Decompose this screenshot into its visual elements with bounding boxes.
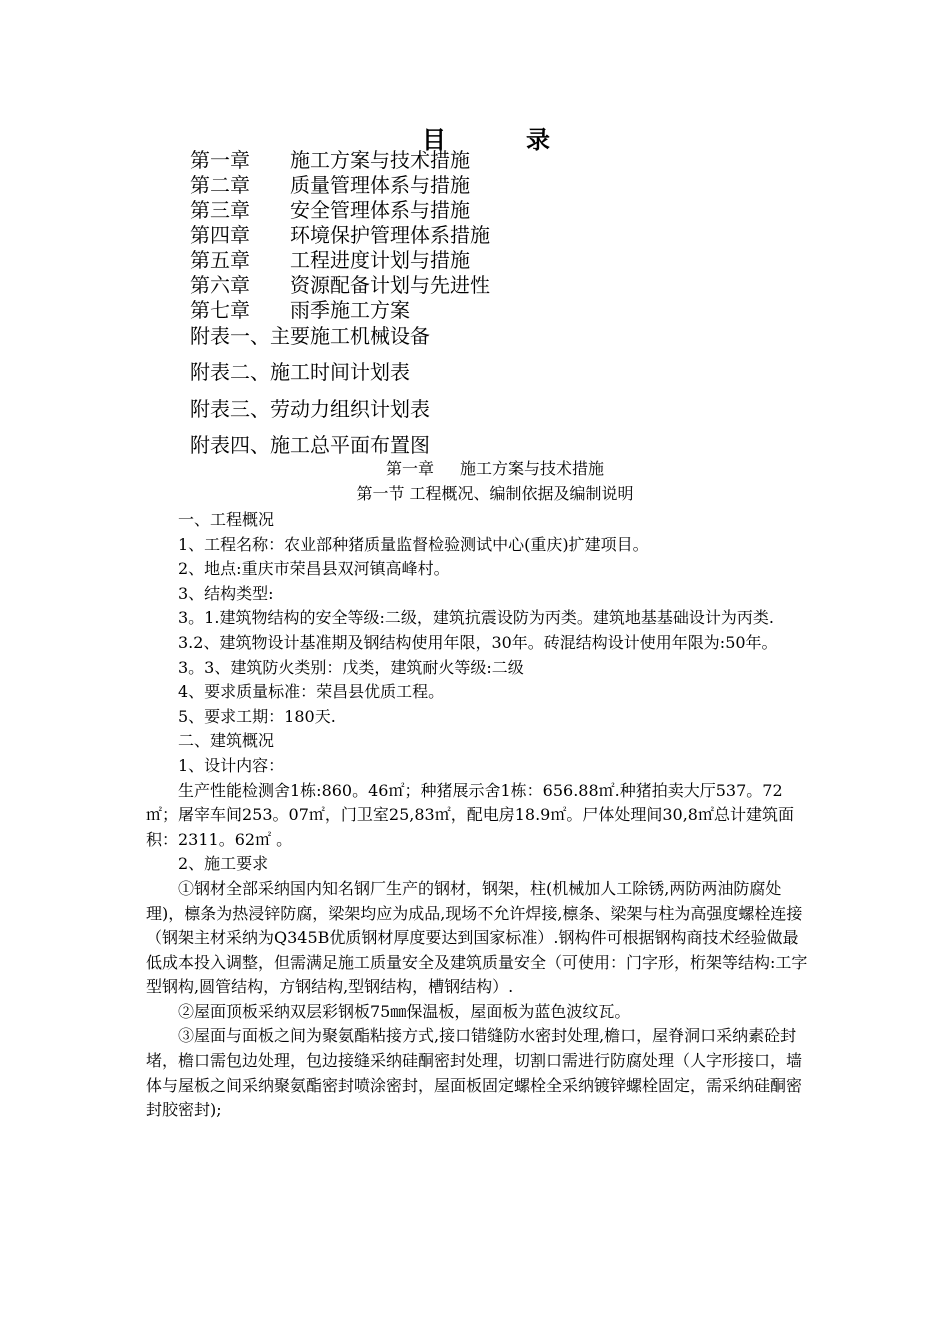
chapter-heading-number: 第一章 (385, 459, 434, 478)
toc-chapter-number: 第七章 (190, 298, 250, 322)
body-paragraph: ①钢材全部采纳国内知名钢厂生产的钢材，钢架，柱(机械加人工除锈,两防两油防腐处理)，檩条为热浸锌防腐，梁架均应为成品,现场不允许焊接,檩条、梁架与柱为高强度螺栓连接（钢架主材采纳为Q345B优质钢材厚度要达到国家标准）.钢构件可根据钢构商技术经验做最低成本投入调整，但需满足施工质量安全及建筑质量安全（可使用：门字形，桁架等结构:工字型钢构,圆管结构，方钢结构,型钢结构，槽钢结构）. (146, 878, 808, 997)
toc-chapter-list (190, 148, 490, 323)
body-paragraph: 4、要求质量标准：荣昌县优质工程。 (178, 682, 445, 702)
body-paragraph: 3.2、建筑物设计基准期及钢结构使用年限，30年。砖混结构设计使用年限为:50年。 (178, 632, 778, 652)
body-paragraph: 1、设计内容： (178, 755, 285, 775)
toc-title: 目 录 (422, 125, 578, 154)
toc-chapter-number: 第三章 (190, 198, 250, 222)
document-body (146, 508, 810, 1123)
body-paragraph: 3。1.建筑物结构的安全等级:二级，建筑抗震设防为丙类。建筑地基基础设计为丙类. (178, 608, 774, 628)
toc-appendix-entry: 附表四、施工总平面布置图 (190, 433, 430, 457)
body-paragraph: 一、工程概况 (178, 510, 275, 529)
toc-chapter-number: 第六章 (190, 273, 250, 297)
chapter-heading-title: 施工方案与技术措施 (460, 459, 605, 478)
toc-appendix-entry: 附表二、施工时间计划表 (190, 360, 410, 384)
toc-entry (190, 298, 490, 323)
toc-chapter-title: 环境保护管理体系措施 (290, 223, 490, 247)
toc-entry (190, 173, 490, 198)
body-paragraph: ③屋面与面板之间为聚氨酯粘接方式,接口错缝防水密封处理,檐口，屋脊洞口采纳素砼封堵，檐口需包边处理，包边接缝采纳硅酮密封处理，切割口需进行防腐处理（人字形接口，墙体与屋板之间采纳聚氨酯密封喷涂密封，屋面板固定螺栓全采纳镀锌螺栓固定，需采纳硅酮密封胶密封); (146, 1026, 803, 1120)
toc-chapter-title: 资源配备计划与先进性 (290, 273, 490, 297)
section-heading: 第一节 工程概况、编制依据及编制说明 (356, 484, 634, 503)
body-paragraph: 3。3、建筑防火类别：戊类，建筑耐火等级:二级 (178, 657, 524, 677)
toc-chapter-title: 雨季施工方案 (290, 298, 410, 322)
toc-appendix-entry: 附表一、主要施工机械设备 (190, 324, 430, 348)
body-paragraph: 二、建筑概况 (178, 731, 275, 751)
toc-entry (190, 273, 490, 298)
toc-chapter-number: 第二章 (190, 173, 250, 197)
toc-chapter-number: 第一章 (190, 148, 250, 172)
body-paragraph: 2、地点:重庆市荣昌县双河镇高峰村。 (178, 559, 450, 579)
toc-entry (190, 148, 490, 173)
body-paragraph: 3、结构类型: (178, 583, 274, 603)
body-paragraph: 生产性能检测舍1栋:860。46㎡；种猪展示舍1栋：656.88㎡.种猪拍卖大厅537。72㎡；屠宰车间253。07㎡，门卫室25,83㎡，配电房18.9㎡。尸体处理间30,8㎡总计建筑面积：2311。62㎡ 。 (146, 780, 794, 849)
body-paragraph: ②屋面顶板采纳双层彩钢板75㎜保温板，屋面板为蓝色波纹瓦。 (178, 1001, 631, 1021)
toc-appendix-entry: 附表三、劳动力组织计划表 (190, 397, 430, 421)
toc-entry (190, 198, 490, 223)
toc-chapter-number: 第五章 (190, 248, 250, 272)
toc-chapter-title: 安全管理体系与措施 (290, 198, 470, 222)
toc-chapter-number: 第四章 (190, 223, 250, 247)
body-paragraph: 2、施工要求 (178, 854, 269, 874)
toc-entry (190, 248, 490, 273)
toc-chapter-title: 质量管理体系与措施 (290, 173, 470, 197)
toc-chapter-title: 工程进度计划与措施 (290, 248, 470, 272)
body-paragraph: 5、要求工期：180天. (178, 706, 336, 726)
body-paragraph: 1、工程名称：农业部种猪质量监督检验测试中心(重庆)扩建项目。 (178, 534, 649, 554)
toc-entry (190, 223, 490, 248)
toc-chapter-title: 施工方案与技术措施 (290, 148, 470, 172)
chapter-heading (0, 457, 950, 481)
